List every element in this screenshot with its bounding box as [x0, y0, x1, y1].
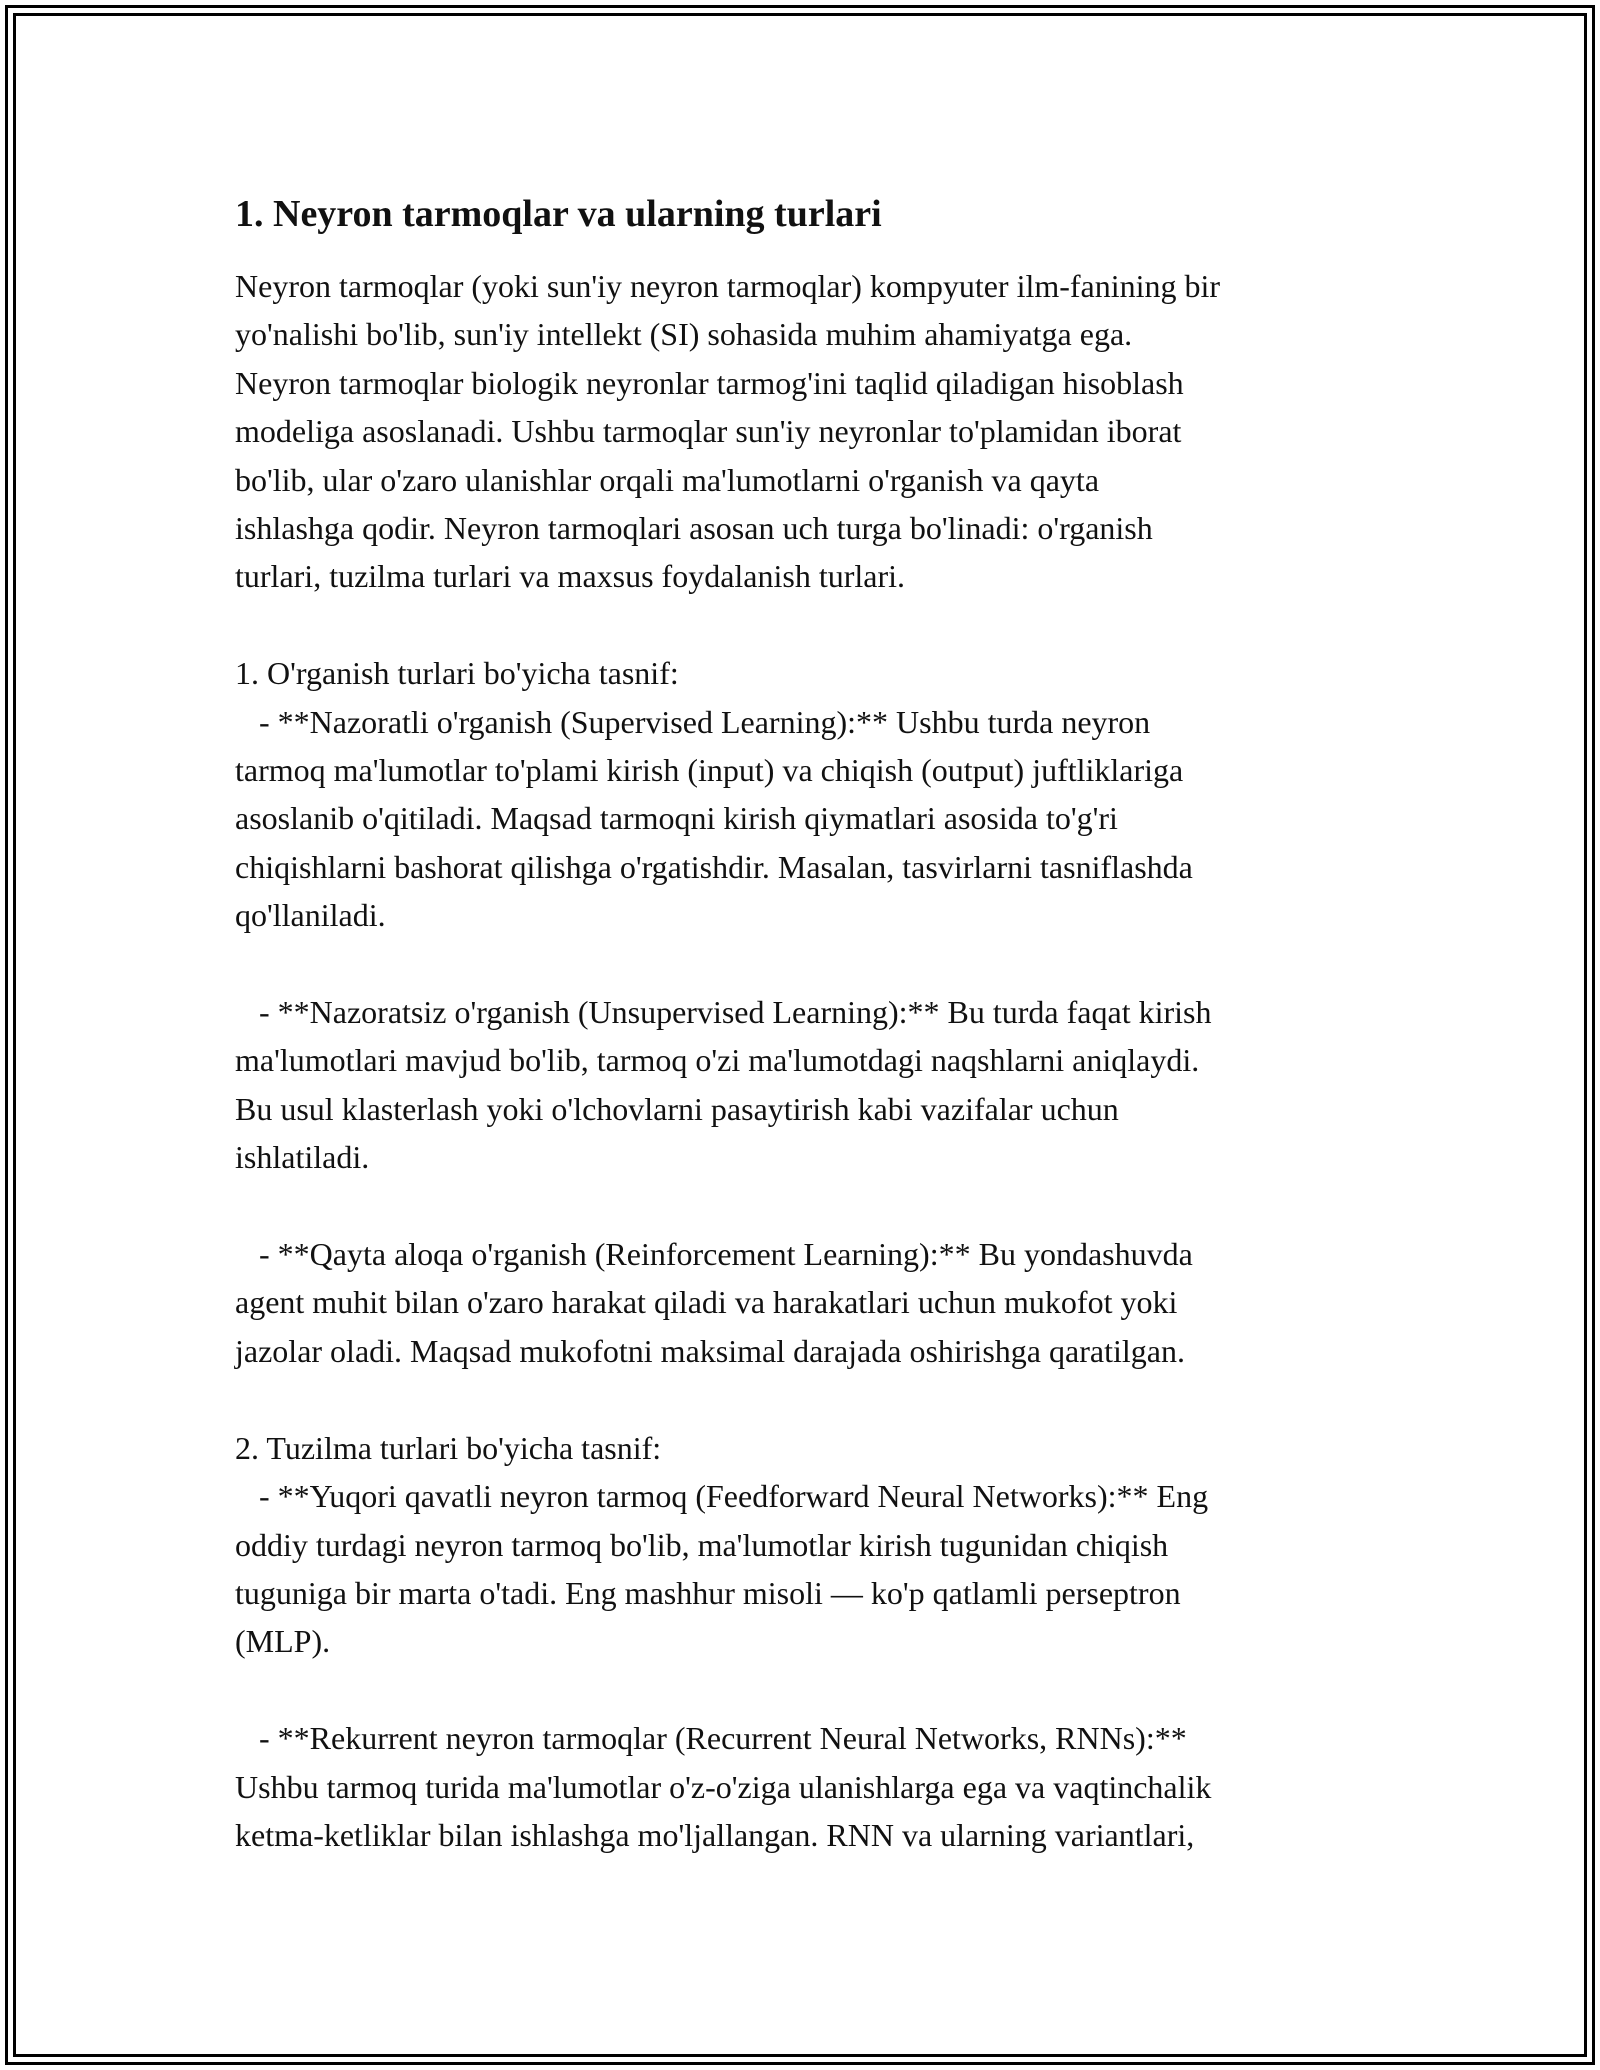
section-heading: 2. Tuzilma turlari bo'yicha tasnif: — [235, 1429, 662, 1466]
page-title: 1. Neyron tarmoqlar va ularning turlari — [235, 193, 882, 235]
text-line: modeliga asoslanadi. Ushbu tarmoqlar sun'iy neyronlar to'plamidan iborat — [235, 413, 1182, 450]
text-line: tuguniga bir marta o'tadi. Eng mashhur misoli — ko'p qatlamli perseptron — [235, 1574, 1181, 1611]
text-line: - **Nazoratli o'rganish (Supervised Learning):** Ushbu turda neyron — [235, 703, 1151, 740]
text-line: Neyron tarmoqlar biologik neyronlar tarmog'ini taqlid qiladigan hisoblash — [235, 364, 1184, 401]
text-line: ishlatiladi. — [235, 1139, 370, 1176]
list-item-feedforward — [235, 1472, 1395, 1666]
text-line: Neyron tarmoqlar (yoki sun'iy neyron tarmoqlar) kompyuter ilm-fanining bir — [235, 268, 1221, 304]
paragraph-gap — [235, 940, 1395, 988]
text-line: asoslanib o'qitiladi. Maqsad tarmoqni kirish qiymatlari asosida to'g'ri — [235, 800, 1118, 837]
text-line: (MLP). — [235, 1623, 331, 1660]
text-line: yo'nalishi bo'lib, sun'iy intellekt (SI) sohasida muhim ahamiyatga ega. — [235, 316, 1133, 353]
text-line: Ushbu tarmoq turida ma'lumotlar o'z-o'ziga ulanishlarga ega va vaqtinchalik — [235, 1768, 1212, 1805]
text-line: agent muhit bilan o'zaro harakat qiladi va harakatlari uchun mukofot yoki — [235, 1284, 1178, 1321]
paragraph-gap — [235, 1182, 1395, 1230]
intro-paragraph — [235, 262, 1395, 601]
text-line: - **Qayta aloqa o'rganish (Reinforcement Learning):** Bu yondashuvda — [235, 1236, 1193, 1273]
text-line: - **Yuqori qavatli neyron tarmoq (Feedforward Neural Networks):** Eng — [235, 1478, 1209, 1515]
text-line: ma'lumotlari mavjud bo'lib, tarmoq o'zi ma'lumotdagi naqshlarni aniqlaydi. — [235, 1042, 1200, 1079]
section-learning-types — [235, 649, 1395, 1375]
text-line: bo'lib, ular o'zaro ulanishlar orqali ma'lumotlarni o'rganish va qayta — [235, 461, 1100, 498]
text-line: - **Nazoratsiz o'rganish (Unsupervised Learning):** Bu turda faqat kirish — [235, 994, 1212, 1031]
section-structure-types — [235, 1424, 1395, 1860]
text-line: tarmoq ma'lumotlar to'plami kirish (input) va chiqish (output) juftliklariga — [235, 752, 1184, 789]
section-heading: 1. O'rganish turlari bo'yicha tasnif: — [235, 655, 679, 692]
text-line: turlari, tuzilma turlari va maxsus foydalanish turlari. — [235, 558, 906, 595]
text-line: ketma-ketliklar bilan ishlashga mo'ljallangan. RNN va ularning variantlari, — [235, 1816, 1195, 1853]
paragraph-gap — [235, 1375, 1395, 1423]
list-item-reinforcement — [235, 1230, 1395, 1375]
paragraph-gap — [235, 601, 1395, 649]
list-item-unsupervised — [235, 988, 1395, 1182]
text-line: - **Rekurrent neyron tarmoqlar (Recurrent Neural Networks, RNNs):** — [235, 1720, 1187, 1757]
list-item-recurrent — [235, 1714, 1395, 1859]
text-line: Bu usul klasterlash yoki o'lchovlarni pasaytirish kabi vazifalar uchun — [235, 1090, 1119, 1127]
text-line: ishlashga qodir. Neyron tarmoqlari asosan uch turga bo'linadi: o'rganish — [235, 510, 1153, 547]
document-body — [235, 186, 1395, 1859]
text-line: jazolar oladi. Maqsad mukofotni maksimal darajada oshirishga qaratilgan. — [235, 1332, 1185, 1369]
text-line: oddiy turdagi neyron tarmoq bo'lib, ma'lumotlar kirish tugunidan chiqish — [235, 1526, 1169, 1563]
paragraph-gap — [235, 1666, 1395, 1714]
list-item-supervised — [235, 698, 1395, 940]
text-line: chiqishlarni bashorat qilishga o'rgatishdir. Masalan, tasvirlarni tasniflashda — [235, 848, 1193, 885]
text-line: qo'llaniladi. — [235, 897, 386, 934]
